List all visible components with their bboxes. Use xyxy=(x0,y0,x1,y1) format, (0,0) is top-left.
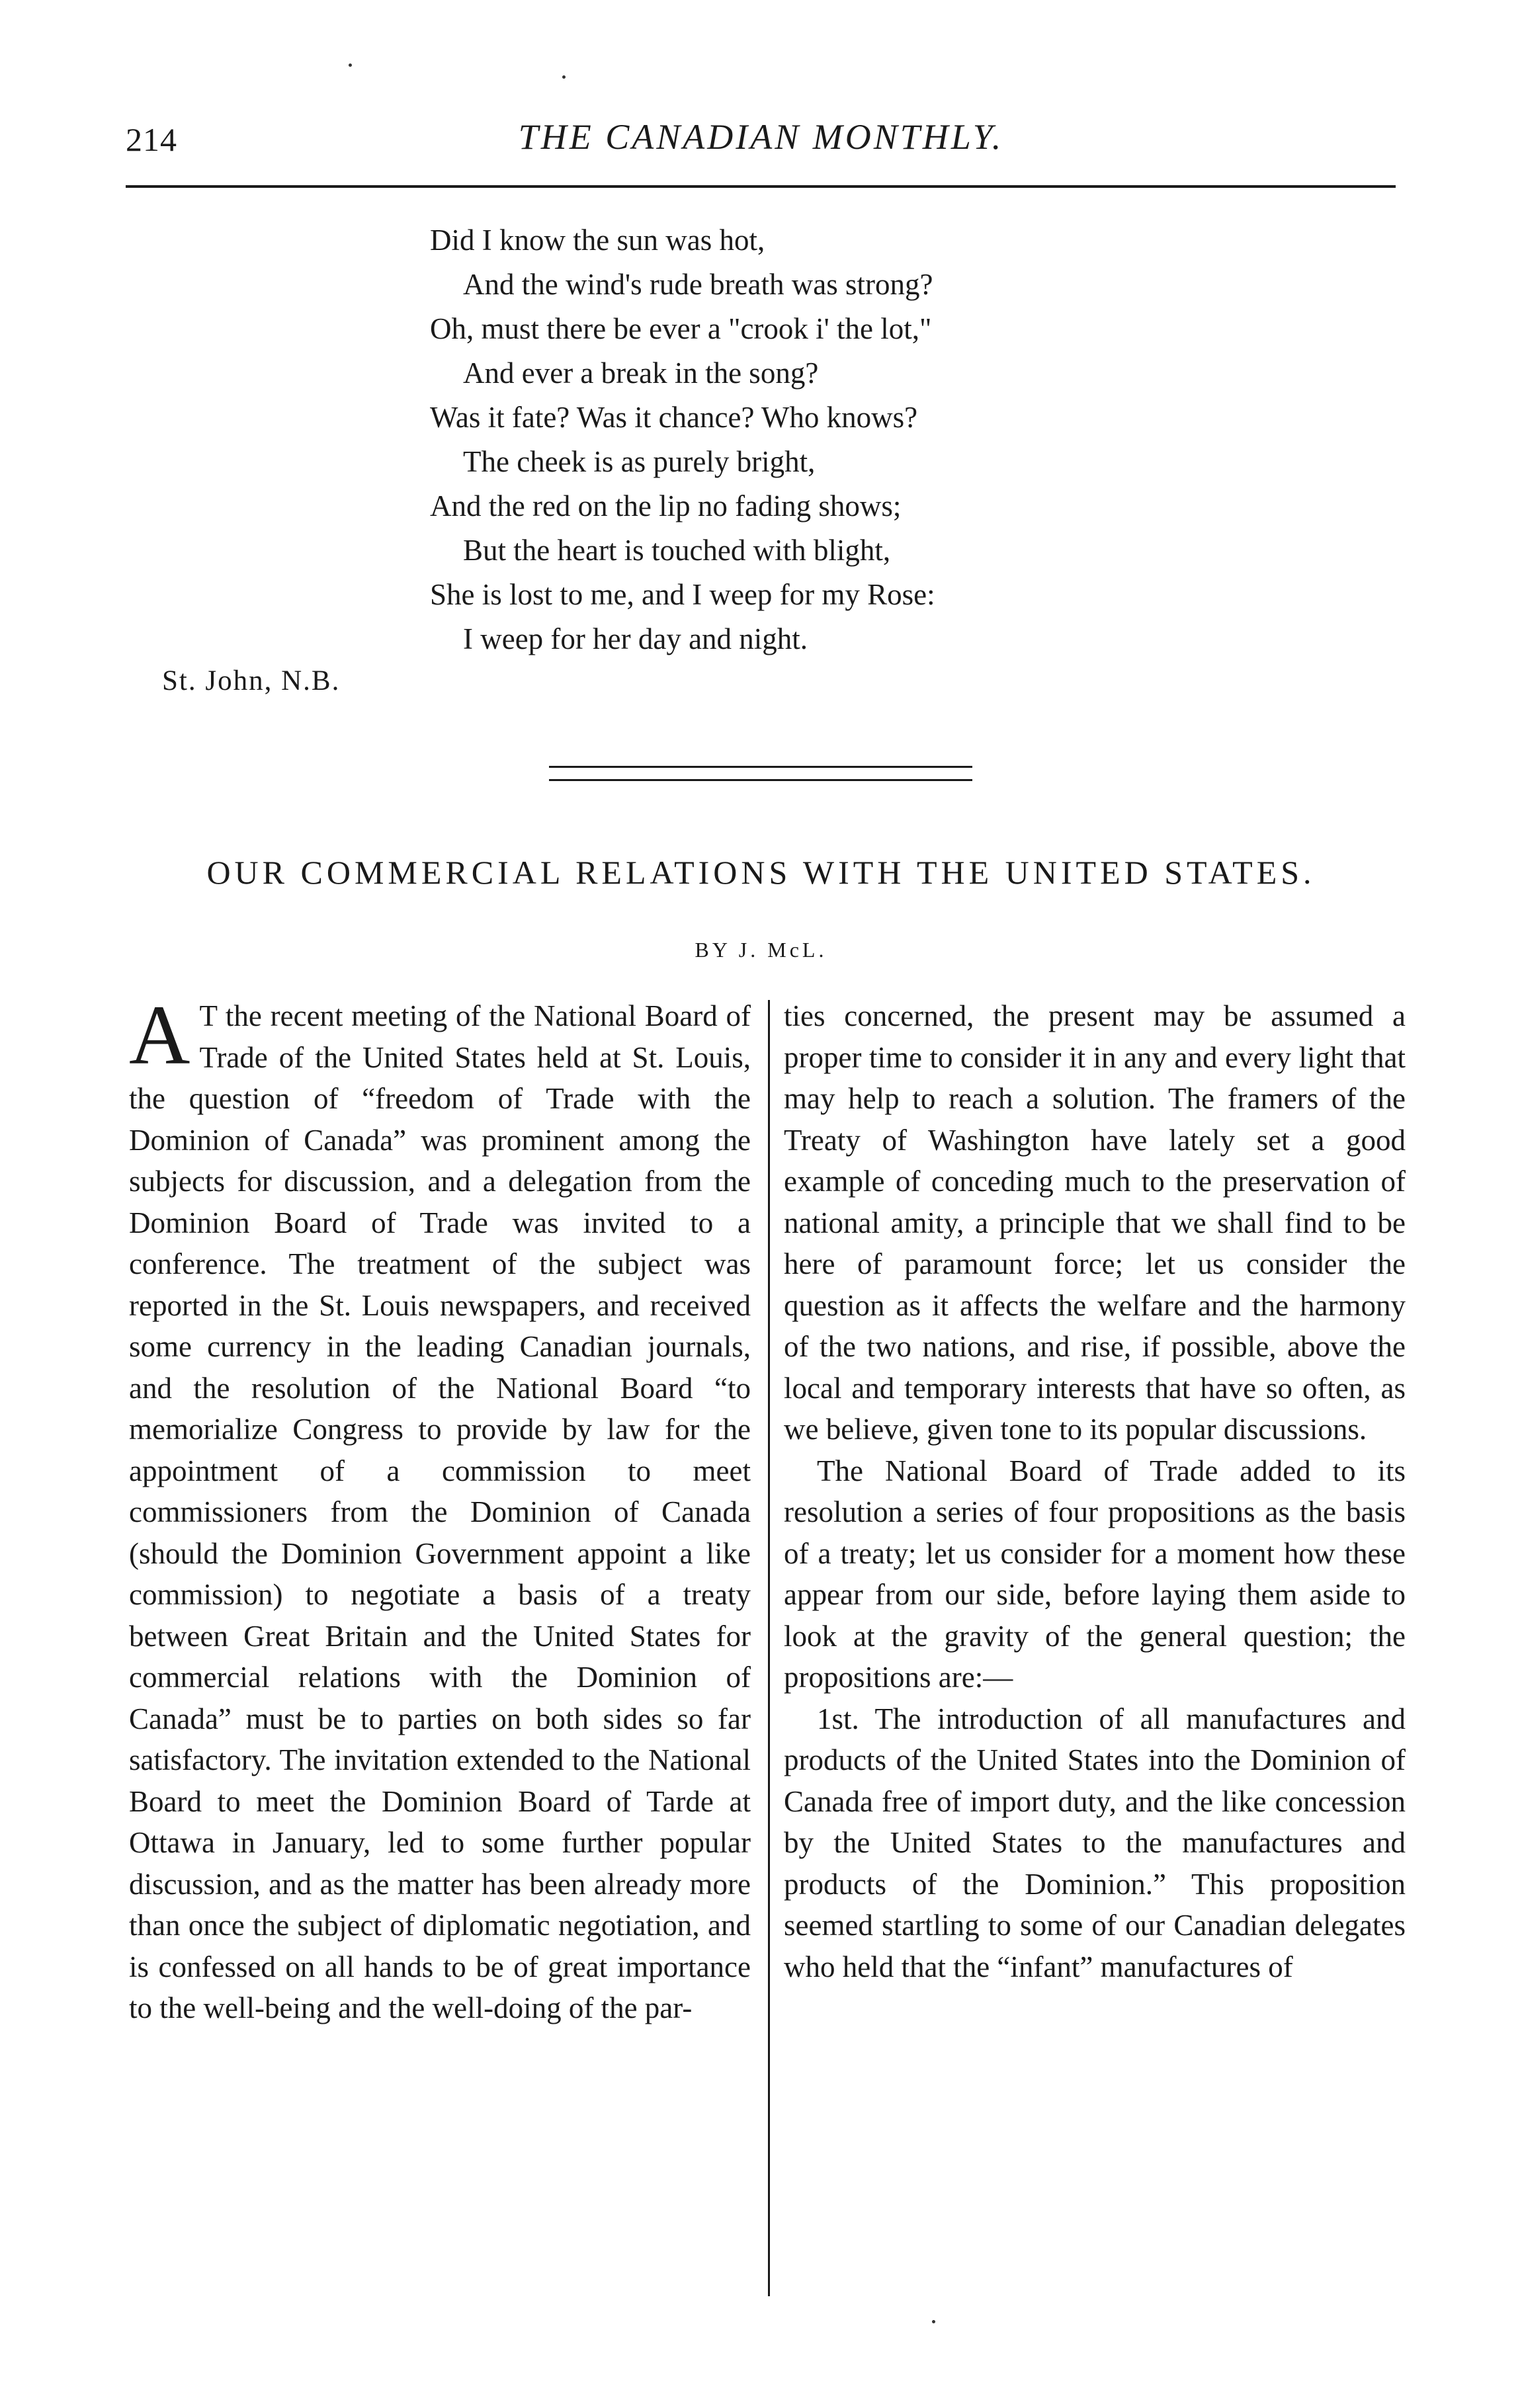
poem-line: The cheek is as purely bright, xyxy=(463,445,816,478)
poem-line: And the wind's rude breath was strong? xyxy=(463,268,933,301)
paragraph-text: T the recent meeting of the National Board of Trade of the United States held at St. Louis, the question of “freedom of Trade with the Dominion of Canada” was prominent among the subjects for discussion, and a delegation from the Dominion Board of Trade was invited to a conference. The treatment of the subject was reported in the St. Louis newspapers, and received some currency in the leading Canadian journals, and the resolution of the National Board “to memorialize Congress to provide by law for the appointment of a commission to meet commissioners from the Dominion of Canada (should the Dominion Government appoint a like commission) to negotiate a basis of a treaty between Great Britain and the United States for commercial relations with the Dominion of Canada” must be to parties on both sides so far satisfactory. The invitation extended to the National Board to meet the Dominion Board of Tarde at Ottawa in January, led to some further popular discussion, and as the matter has been already more than once the subject of diplomatic negotiation, and is confessed on all hands to be of great importance to the well-being and the well-doing of the par- xyxy=(129,999,751,2024)
page-number: 214 xyxy=(126,121,177,158)
scan-speck xyxy=(932,2320,935,2323)
poem-line: I weep for her day and night. xyxy=(463,622,808,655)
poem-line: And the red on the lip no fading shows; xyxy=(430,489,902,522)
poem-line: But the heart is touched with blight, xyxy=(463,534,891,567)
scan-speck xyxy=(349,63,352,67)
article-title: OUR COMMERCIAL RELATIONS WITH THE UNITED STATES. xyxy=(206,854,1316,891)
poem-line: Was it fate? Was it chance? Who knows? xyxy=(430,401,918,434)
poem-line: Oh, must there be ever a "crook i' the lot," xyxy=(430,312,932,345)
article-paragraph: The National Board of Trade added to its resolution a series of four propositions as the basis of a treaty; let us consider for a moment how these appear from our side, before laying them aside to look at the gravity of the general question; the propositions are:— xyxy=(784,1454,1406,1694)
article-right-column xyxy=(784,995,1406,1987)
running-title: THE CANADIAN MONTHLY. xyxy=(518,117,1004,157)
poem-line: Did I know the sun was hot, xyxy=(430,224,765,257)
section-separator-rule-bottom xyxy=(549,779,972,781)
drop-cap: A xyxy=(129,988,190,1082)
article-byline: BY J. McL. xyxy=(695,938,827,962)
column-divider xyxy=(768,1000,770,2296)
section-separator-rule-top xyxy=(549,766,972,768)
article-left-column xyxy=(129,988,751,2029)
poem-line: And ever a break in the song? xyxy=(463,356,819,390)
article-paragraph: ties concerned, the present may be assumed a proper time to consider it in any and every light that may help to reach a solution. The framers of the Treaty of Washington have lately set a good example of conceding much to the preservation of national amity, a principle that we shall find to be here of paramount force; let us consider the question as it affects the welfare and the harmony of the two nations, and rise, if possible, above the local and temporary interests that have so often, as we believe, given tone to its popular discussions. xyxy=(784,999,1406,1446)
article-paragraph xyxy=(129,988,751,2029)
article-paragraph: 1st. The introduction of all manufactures and products of the United States into the Dominion of Canada free of import duty, and the like concession by the United States to the manufactures and products of the Dominion.” This proposition seemed startling to some of our Canadian delegates who held that the “infant” manufactures of xyxy=(784,1702,1406,1983)
poem-place: St. John, N.B. xyxy=(162,665,341,696)
scan-speck xyxy=(562,75,566,79)
poem xyxy=(430,218,1224,661)
poem-line: She is lost to me, and I weep for my Rose: xyxy=(430,578,935,611)
header-rule xyxy=(126,185,1396,188)
